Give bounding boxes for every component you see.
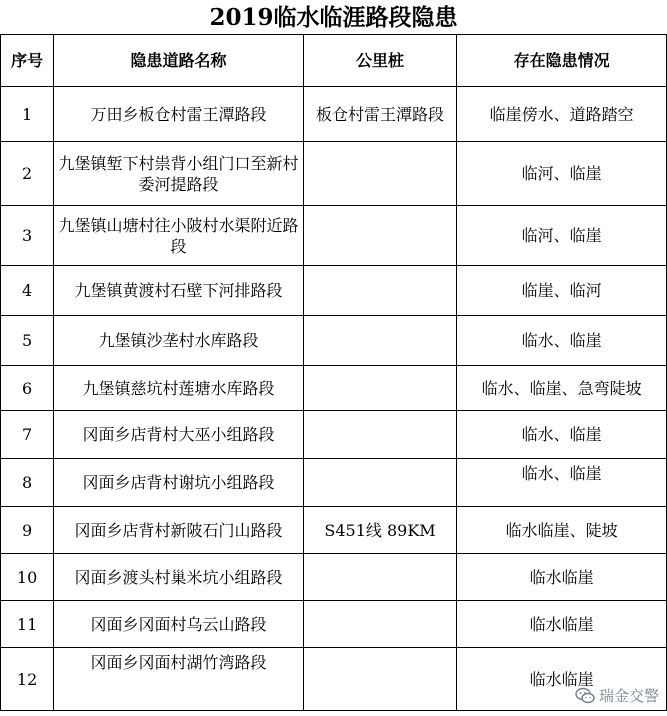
cell-km xyxy=(303,411,456,459)
wechat-icon xyxy=(575,687,595,705)
header-condition: 存在隐患情况 xyxy=(457,35,667,87)
cell-name: 冈面乡店背村新陂石门山路段 xyxy=(54,507,304,554)
header-no: 序号 xyxy=(1,35,54,87)
cell-name: 万田乡板仓村雷王潭路段 xyxy=(54,87,304,142)
cell-condition: 临水、临崖、急弯陡坡 xyxy=(457,366,667,411)
cell-condition: 临水临崖、陡坡 xyxy=(457,507,667,554)
cell-km xyxy=(303,601,456,648)
cell-km xyxy=(303,142,456,206)
table-row xyxy=(1,554,667,601)
table-row xyxy=(1,411,667,459)
table-row xyxy=(1,206,667,266)
cell-km xyxy=(303,366,456,411)
cell-condition: 临河、临崖 xyxy=(457,142,667,206)
cell-condition: 临崖傍水、道路踏空 xyxy=(457,87,667,142)
cell-name: 冈面乡渡头村巢米坑小组路段 xyxy=(54,554,304,601)
table-row xyxy=(1,316,667,366)
cell-no: 8 xyxy=(1,459,54,507)
cell-name: 九堡镇沙垄村水库路段 xyxy=(54,316,304,366)
cell-condition: 临水临崖 xyxy=(457,601,667,648)
cell-no: 2 xyxy=(1,142,54,206)
cell-name: 九堡镇慈坑村莲塘水库路段 xyxy=(54,366,304,411)
cell-name: 九堡镇黄渡村石壁下河排路段 xyxy=(54,266,304,316)
header-km: 公里桩 xyxy=(303,35,456,87)
table-row xyxy=(1,459,667,507)
cell-km xyxy=(303,206,456,266)
watermark-text: 瑞金交警 xyxy=(598,687,659,705)
table-row xyxy=(1,142,667,206)
cell-condition: 临水、临崖 xyxy=(457,316,667,366)
cell-no: 1 xyxy=(1,87,54,142)
cell-km: S451线 89KM xyxy=(303,507,456,554)
cell-no: 4 xyxy=(1,266,54,316)
cell-condition: 临水临崖 xyxy=(457,554,667,601)
cell-no: 6 xyxy=(1,366,54,411)
cell-no: 10 xyxy=(1,554,54,601)
cell-no: 12 xyxy=(1,648,54,711)
cell-name: 九堡镇堑下村祟背小组门口至新村委河提路段 xyxy=(54,142,304,206)
cell-km xyxy=(303,266,456,316)
cell-name: 冈面乡冈面村乌云山路段 xyxy=(54,601,304,648)
header-name: 隐患道路名称 xyxy=(54,35,304,87)
cell-name: 冈面乡店背村大巫小组路段 xyxy=(54,411,304,459)
table-row xyxy=(1,266,667,316)
table-row xyxy=(1,648,667,711)
cell-name: 九堡镇山塘村往小陂村水渠附近路段 xyxy=(54,206,304,266)
table-row xyxy=(1,507,667,554)
hazard-table xyxy=(0,34,667,711)
cell-condition: 临水、临崖 xyxy=(457,411,667,459)
cell-name: 冈面乡冈面村湖竹湾路段 xyxy=(54,648,304,711)
table-header-row xyxy=(1,35,667,87)
cell-condition: 临河、临崖 xyxy=(457,206,667,266)
cell-condition: 临崖、临河 xyxy=(457,266,667,316)
cell-condition: 临水临崖 xyxy=(457,648,667,711)
cell-no: 3 xyxy=(1,206,54,266)
cell-condition: 临水、临崖 xyxy=(457,459,667,507)
cell-no: 11 xyxy=(1,601,54,648)
cell-no: 7 xyxy=(1,411,54,459)
cell-no: 5 xyxy=(1,316,54,366)
page-title: 2019临水临涯路段隐患 xyxy=(209,4,458,31)
cell-name: 冈面乡店背村谢坑小组路段 xyxy=(54,459,304,507)
cell-km xyxy=(303,554,456,601)
cell-km xyxy=(303,459,456,507)
table-row xyxy=(1,601,667,648)
table-row xyxy=(1,87,667,142)
cell-km xyxy=(303,648,456,711)
watermark xyxy=(575,685,659,706)
cell-km xyxy=(303,316,456,366)
cell-no: 9 xyxy=(1,507,54,554)
table-row xyxy=(1,366,667,411)
cell-km: 板仓村雷王潭路段 xyxy=(303,87,456,142)
